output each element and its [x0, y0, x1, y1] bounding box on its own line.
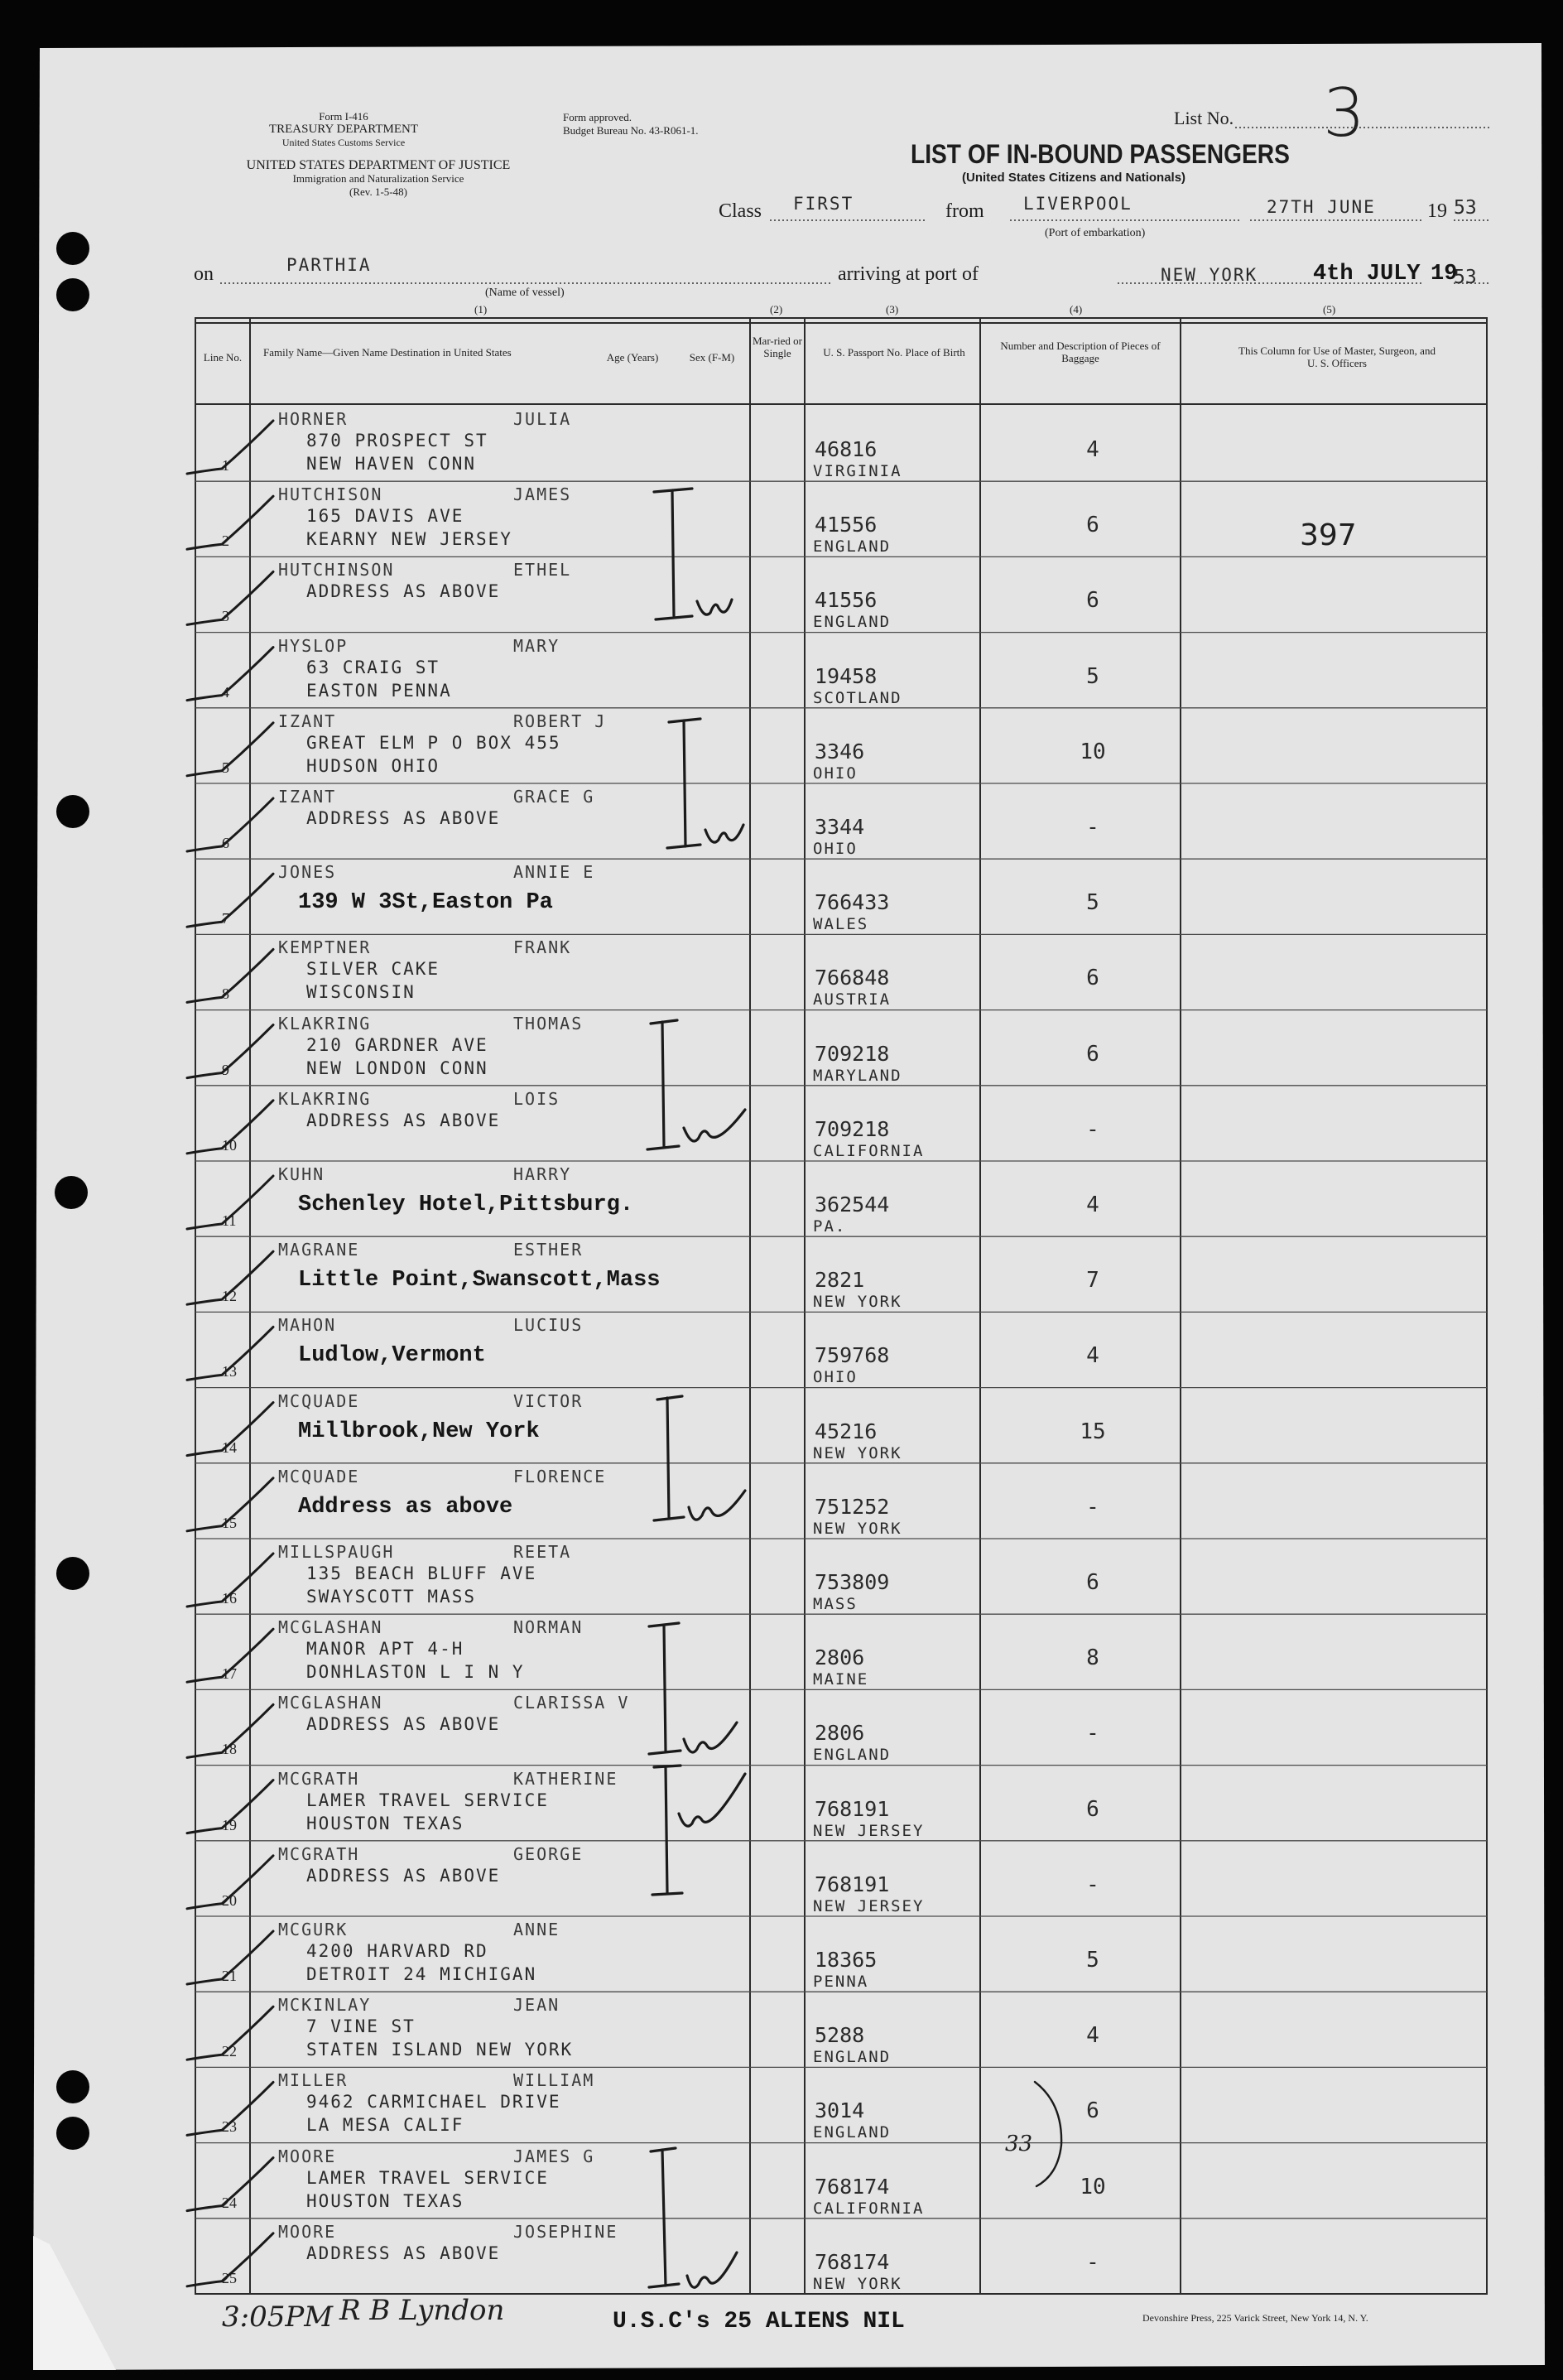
- table-row: [199, 406, 1487, 481]
- place-of-birth: ENGLAND: [813, 537, 892, 556]
- place-of-birth: NEW YORK: [813, 1443, 902, 1462]
- address-line-1: MANOR APT 4-H: [306, 1639, 464, 1660]
- address-line-1: Millbrook,New York: [298, 1419, 540, 1444]
- table-row: [199, 1463, 1487, 1539]
- passport-number: 41556: [815, 588, 878, 613]
- address-line-2: HOUSTON TEXAS: [306, 2190, 464, 2211]
- vessel-caption: (Name of vessel): [485, 287, 565, 299]
- revision: (Rev. 1-5-48): [349, 185, 407, 198]
- table-row: [199, 1916, 1487, 1992]
- table-row: [199, 934, 1487, 1009]
- table-row: [199, 2219, 1487, 2294]
- place-of-birth: OHIO: [813, 764, 858, 783]
- baggage-count: 6: [1086, 1796, 1099, 1822]
- baggage-count: 8: [1086, 1645, 1099, 1671]
- baggage-count: 5: [1086, 890, 1099, 916]
- given-name: ESTHER: [513, 1240, 584, 1260]
- col-num-5: (5): [1323, 303, 1336, 316]
- row23-note: 33: [1005, 2132, 1033, 2156]
- table-row: [199, 1010, 1487, 1086]
- place-of-birth: OHIO: [813, 1368, 858, 1387]
- line-number: 16: [222, 1590, 237, 1607]
- passport-number: 709218: [815, 1041, 890, 1066]
- page-title: LIST OF IN-BOUND PASSENGERS: [911, 139, 1290, 169]
- baggage-count: 10: [1080, 739, 1106, 764]
- place-of-birth: WALES: [813, 915, 869, 934]
- address-line-1: ADDRESS AS ABOVE: [306, 1714, 501, 1735]
- line-number: 5: [222, 759, 229, 776]
- given-name: ETHEL: [513, 560, 572, 581]
- place-of-birth: ENGLAND: [813, 613, 892, 632]
- baggage-count: 4: [1086, 1192, 1099, 1217]
- family-name: MCQUADE: [278, 1390, 360, 1411]
- address-line-1: Address as above: [298, 1494, 513, 1520]
- address-line-1: 4200 HARVARD RD: [306, 1941, 488, 1961]
- col-head-baggage: Number and Description of Pieces of Baggage: [1000, 340, 1161, 364]
- address-line-1: Little Point,Swanscott,Mass: [298, 1268, 661, 1294]
- place-of-birth: NEW JERSEY: [813, 1896, 925, 1915]
- address-line-1: 9462 CARMICHAEL DRIVE: [306, 2092, 561, 2113]
- given-name: JEAN: [513, 1995, 560, 2016]
- address-line-1: 139 W 3St,Easton Pa: [298, 890, 553, 916]
- family-name: MCGLASHAN: [278, 1617, 383, 1638]
- address-line-2: EASTON PENNA: [306, 680, 452, 701]
- passport-number: 3014: [815, 2098, 865, 2123]
- line-number: 11: [222, 1212, 237, 1229]
- place-of-birth: MARYLAND: [813, 1066, 902, 1085]
- place-of-birth: NEW YORK: [813, 1519, 902, 1538]
- passport-number: 766433: [815, 890, 890, 915]
- line-number: 17: [222, 1665, 237, 1683]
- table-row: [199, 1086, 1487, 1161]
- printer-imprint: Devonshire Press, 225 Varick Street, New York 14, N. Y.: [1142, 2312, 1368, 2324]
- baggage-count: 6: [1086, 2098, 1099, 2124]
- col-head-passport: U. S. Passport No. Place of Birth: [823, 346, 965, 359]
- passport-number: 768191: [815, 1796, 890, 1821]
- line-number: 15: [222, 1514, 237, 1531]
- family-name: MCGURK: [278, 1920, 349, 1939]
- address-line-1: Schenley Hotel,Pittsburg.: [298, 1192, 634, 1217]
- col-head-officers: This Column for Use of Master, Surgeon, and U. S. Officers: [1238, 344, 1436, 369]
- family-name: IZANT: [278, 711, 337, 731]
- family-name: MCGRATH: [278, 1768, 360, 1789]
- family-name: IZANT: [278, 787, 337, 807]
- place-of-birth: CALIFORNIA: [813, 2199, 925, 2218]
- given-name: ANNIE E: [513, 862, 595, 883]
- col-num-4: (4): [1070, 303, 1083, 316]
- baggage-count: -: [1086, 2249, 1099, 2275]
- family-name: MOORE: [278, 2221, 337, 2242]
- family-name: MCQUADE: [278, 1466, 360, 1486]
- passport-number: 766848: [815, 966, 890, 990]
- place-of-birth: OHIO: [813, 840, 858, 858]
- col-head-line-no: Line No.: [203, 351, 243, 364]
- col-head-name: Family Name—Given Name Destination in United States: [263, 346, 512, 359]
- line-number: 7: [222, 910, 229, 927]
- address-line-2: DONHLASTON L I N Y: [306, 1662, 525, 1683]
- family-name: MCGRATH: [278, 1843, 360, 1864]
- customs-service: United States Customs Service: [281, 137, 406, 148]
- passport-number: 759768: [815, 1343, 890, 1368]
- passport-number: 5288: [815, 2023, 865, 2048]
- baggage-count: 6: [1086, 513, 1099, 538]
- passport-number: 768174: [815, 2249, 890, 2274]
- address-line-2: STATEN ISLAND NEW YORK: [306, 2040, 574, 2060]
- line-number: 2: [222, 532, 229, 550]
- given-name: MARY: [513, 635, 560, 656]
- place-of-birth: MAINE: [813, 1670, 869, 1689]
- given-name: LUCIUS: [513, 1315, 584, 1336]
- place-of-birth: PA.: [813, 1217, 847, 1236]
- baggage-count: 5: [1086, 663, 1099, 689]
- place-of-birth: AUSTRIA: [813, 990, 892, 1009]
- given-name: JAMES G: [513, 2146, 595, 2166]
- family-name: KLAKRING: [278, 1088, 372, 1109]
- family-name: MAGRANE: [278, 1240, 360, 1260]
- place-of-birth: ENGLAND: [813, 1746, 892, 1765]
- treasury-dept: TREASURY DEPARTMENT: [268, 123, 419, 136]
- table-row: [199, 1841, 1487, 1916]
- table-row: [199, 783, 1487, 859]
- family-name: MCGLASHAN: [278, 1693, 383, 1713]
- baggage-count: -: [1086, 815, 1099, 840]
- place-of-birth: PENNA: [813, 1973, 869, 1991]
- given-name: GEORGE: [513, 1843, 584, 1864]
- address-line-1: SILVER CAKE: [306, 959, 440, 980]
- given-name: GRACE G: [513, 787, 595, 807]
- baggage-count: 6: [1086, 588, 1099, 614]
- line-number: 22: [222, 2043, 237, 2060]
- baggage-count: -: [1086, 1494, 1099, 1520]
- baggage-count: 10: [1080, 2174, 1106, 2199]
- given-name: HARRY: [513, 1164, 572, 1184]
- col-head-sex: Sex (F-M): [689, 351, 735, 364]
- family-name: MCKINLAY: [278, 1995, 372, 2016]
- passport-number: 45216: [815, 1419, 878, 1443]
- address-line-1: ADDRESS AS ABOVE: [306, 581, 501, 602]
- address-line-1: ADDRESS AS ABOVE: [306, 1110, 501, 1130]
- baggage-count: 6: [1086, 1041, 1099, 1067]
- table-row: [199, 1766, 1487, 1841]
- officer-signature: R B Lyndon: [339, 2294, 505, 2327]
- place-of-birth: NEW YORK: [813, 2274, 902, 2293]
- given-name: THOMAS: [513, 1013, 584, 1033]
- family-name: KEMPTNER: [278, 937, 372, 958]
- address-line-2: LA MESA CALIF: [306, 2115, 464, 2136]
- line-number: 24: [222, 2194, 237, 2211]
- given-name: JOSEPHINE: [513, 2221, 618, 2242]
- officer-note: 397: [1300, 518, 1357, 552]
- address-line-2: WISCONSIN: [306, 982, 416, 1003]
- table-row: [199, 708, 1487, 783]
- passport-number: 753809: [815, 1570, 890, 1594]
- col-head-married: Mar-ried or Single: [752, 335, 803, 359]
- address-line-1: 210 GARDNER AVE: [306, 1034, 488, 1055]
- table-row: [199, 481, 1487, 556]
- passport-number: 2806: [815, 1645, 865, 1670]
- passport-number: 19458: [815, 663, 878, 688]
- address-line-1: 63 CRAIG ST: [306, 657, 440, 677]
- passport-number: 46816: [815, 437, 878, 461]
- place-of-birth: NEW YORK: [813, 1293, 902, 1312]
- passport-number: 3344: [815, 815, 865, 839]
- arriving-label: arriving at port of: [838, 263, 979, 285]
- family-name: JONES: [278, 862, 337, 883]
- address-line-1: ADDRESS AS ABOVE: [306, 1865, 501, 1886]
- address-line-1: LAMER TRAVEL SERVICE: [306, 1790, 549, 1810]
- family-name: KLAKRING: [278, 1013, 372, 1033]
- given-name: ANNE: [513, 1920, 560, 1939]
- given-name: FRANK: [513, 937, 572, 958]
- family-name: KUHN: [278, 1164, 325, 1184]
- given-name: FLORENCE: [513, 1466, 607, 1486]
- table-row: [199, 1992, 1487, 2067]
- table-row: [199, 1236, 1487, 1312]
- address-line-1: LAMER TRAVEL SERVICE: [306, 2167, 549, 2188]
- table-row: [199, 2067, 1487, 2142]
- place-of-birth: ENGLAND: [813, 2123, 892, 2142]
- table-row: [199, 633, 1487, 708]
- baggage-count: -: [1086, 1721, 1099, 1746]
- given-name: LOIS: [513, 1088, 560, 1109]
- passport-number: 2806: [815, 1721, 865, 1746]
- list-no-label: List No.: [1174, 108, 1234, 128]
- table-row: [199, 1388, 1487, 1463]
- given-name: WILLIAM: [513, 2070, 595, 2091]
- given-name: NORMAN: [513, 1617, 584, 1638]
- passport-number: 2821: [815, 1268, 865, 1293]
- year-value: 53: [1454, 197, 1477, 219]
- place-of-birth: NEW JERSEY: [813, 1821, 925, 1840]
- arrival-year-prefix: 19: [1431, 262, 1458, 287]
- port-of-embarkation: LIVERPOOL: [1023, 194, 1133, 214]
- address-line-2: SWAYSCOTT MASS: [306, 1587, 477, 1607]
- col-num-3: (3): [886, 303, 899, 316]
- passport-number: 751252: [815, 1494, 890, 1519]
- family-name: HUTCHINSON: [278, 560, 395, 581]
- col-head-age: Age (Years): [606, 351, 659, 364]
- given-name: JULIA: [513, 409, 572, 429]
- table-row: [199, 1161, 1487, 1236]
- time-note: 3:05PM: [222, 2301, 334, 2334]
- given-name: VICTOR: [513, 1390, 584, 1411]
- line-number: 1: [222, 457, 229, 474]
- family-name: MOORE: [278, 2146, 337, 2166]
- list-no-value: 3: [1323, 75, 1365, 152]
- address-line-1: 165 DAVIS AVE: [306, 506, 464, 527]
- line-number: 3: [222, 608, 229, 625]
- baggage-count: -: [1086, 1872, 1099, 1897]
- line-number: 6: [222, 835, 229, 851]
- class-label: Class: [719, 200, 762, 222]
- arrival-date: 4th JULY: [1313, 262, 1421, 287]
- baggage-count: -: [1086, 1116, 1099, 1142]
- line-number: 12: [222, 1288, 237, 1305]
- line-number: 23: [222, 2118, 237, 2136]
- address-line-1: ADDRESS AS ABOVE: [306, 2243, 501, 2263]
- line-number: 25: [222, 2269, 237, 2286]
- line-number: 4: [222, 683, 229, 701]
- line-number: 14: [222, 1438, 237, 1456]
- given-name: JAMES: [513, 484, 572, 505]
- given-name: REETA: [513, 1542, 572, 1562]
- on-label: on: [194, 263, 214, 285]
- passport-number: 3346: [815, 739, 865, 764]
- address-line-2: NEW LONDON CONN: [306, 1058, 488, 1078]
- line-number: 21: [222, 1968, 237, 1984]
- baggage-count: 4: [1086, 1343, 1099, 1369]
- family-name: MILLER: [278, 2070, 349, 2091]
- table-row: [199, 859, 1487, 934]
- year-prefix: 19: [1427, 200, 1447, 222]
- passport-number: 768191: [815, 1872, 890, 1896]
- address-line-2: HOUSTON TEXAS: [306, 1813, 464, 1833]
- given-name: ROBERT J: [513, 711, 607, 731]
- passport-number: 768174: [815, 2174, 890, 2199]
- arrival-port: NEW YORK: [1161, 265, 1258, 285]
- baggage-count: 4: [1086, 437, 1099, 462]
- address-line-1: 870 PROSPECT ST: [306, 431, 488, 450]
- table-row: [199, 1312, 1487, 1387]
- line-number: 20: [222, 1891, 237, 1909]
- table-row: [199, 1539, 1487, 1614]
- family-name: MAHON: [278, 1315, 337, 1336]
- given-name: CLARISSA V: [513, 1693, 630, 1713]
- passport-number: 18365: [815, 1948, 878, 1972]
- baggage-count: 5: [1086, 1948, 1099, 1973]
- address-line-1: ADDRESS AS ABOVE: [306, 808, 501, 828]
- address-line-2: DETROIT 24 MICHIGAN: [306, 1964, 537, 1984]
- given-name: KATHERINE: [513, 1768, 618, 1789]
- family-name: MILLSPAUGH: [278, 1542, 395, 1562]
- table-row: [199, 1614, 1487, 1689]
- line-number: 19: [222, 1816, 237, 1833]
- baggage-count: 15: [1080, 1419, 1106, 1444]
- line-number: 13: [222, 1363, 237, 1380]
- form-approved: Form approved.: [563, 111, 632, 123]
- col-num-2: (2): [770, 303, 783, 316]
- budget-bureau: Budget Bureau No. 43-R061-1.: [563, 124, 699, 137]
- address-line-1: 135 BEACH BLUFF AVE: [306, 1563, 537, 1583]
- line-number: 8: [222, 985, 229, 1003]
- address-line-2: HUDSON OHIO: [306, 755, 440, 776]
- address-line-2: NEW HAVEN CONN: [306, 454, 477, 474]
- ins-service: Immigration and Naturalization Service: [292, 172, 464, 185]
- place-of-birth: SCOTLAND: [813, 688, 902, 707]
- justice-dept: UNITED STATES DEPARTMENT OF JUSTICE: [246, 158, 511, 172]
- family-name: HUTCHISON: [278, 484, 383, 505]
- baggage-count: 4: [1086, 2023, 1099, 2049]
- table-row: [199, 1689, 1487, 1765]
- passport-number: 41556: [815, 513, 878, 537]
- port-caption: (Port of embarkation): [1045, 227, 1146, 239]
- family-name: HORNER: [278, 409, 349, 429]
- departure-date: 27TH JUNE: [1267, 197, 1376, 217]
- table-row: [199, 2143, 1487, 2219]
- line-number: 9: [222, 1061, 229, 1078]
- form-number: Form I-416: [319, 110, 368, 123]
- col-num-1: (1): [474, 303, 488, 316]
- line-number: 18: [222, 1741, 237, 1758]
- passport-number: 362544: [815, 1192, 890, 1216]
- arrival-year: 53: [1454, 267, 1477, 288]
- baggage-count: 6: [1086, 966, 1099, 991]
- place-of-birth: VIRGINIA: [813, 462, 902, 480]
- place-of-birth: MASS: [813, 1595, 858, 1613]
- place-of-birth: CALIFORNIA: [813, 1141, 925, 1160]
- passport-number: 709218: [815, 1116, 890, 1141]
- address-line-1: 7 VINE ST: [306, 2016, 416, 2037]
- address-line-1: Ludlow,Vermont: [298, 1343, 486, 1369]
- line-number: 10: [222, 1136, 237, 1154]
- summary-line: U.S.C's 25 ALIENS NIL: [613, 2309, 905, 2334]
- family-name: HYSLOP: [278, 635, 349, 656]
- class-value: FIRST: [793, 194, 854, 214]
- place-of-birth: ENGLAND: [813, 2048, 892, 2067]
- vessel-name: PARTHIA: [286, 255, 372, 275]
- address-line-2: KEARNY NEW JERSEY: [306, 529, 512, 550]
- page-subtitle: (United States Citizens and Nationals): [962, 171, 1186, 185]
- baggage-count: 7: [1086, 1268, 1099, 1294]
- from-label: from: [945, 200, 984, 222]
- table-row: [199, 556, 1487, 632]
- address-line-1: GREAT ELM P O BOX 455: [306, 732, 561, 753]
- baggage-count: 6: [1086, 1570, 1099, 1595]
